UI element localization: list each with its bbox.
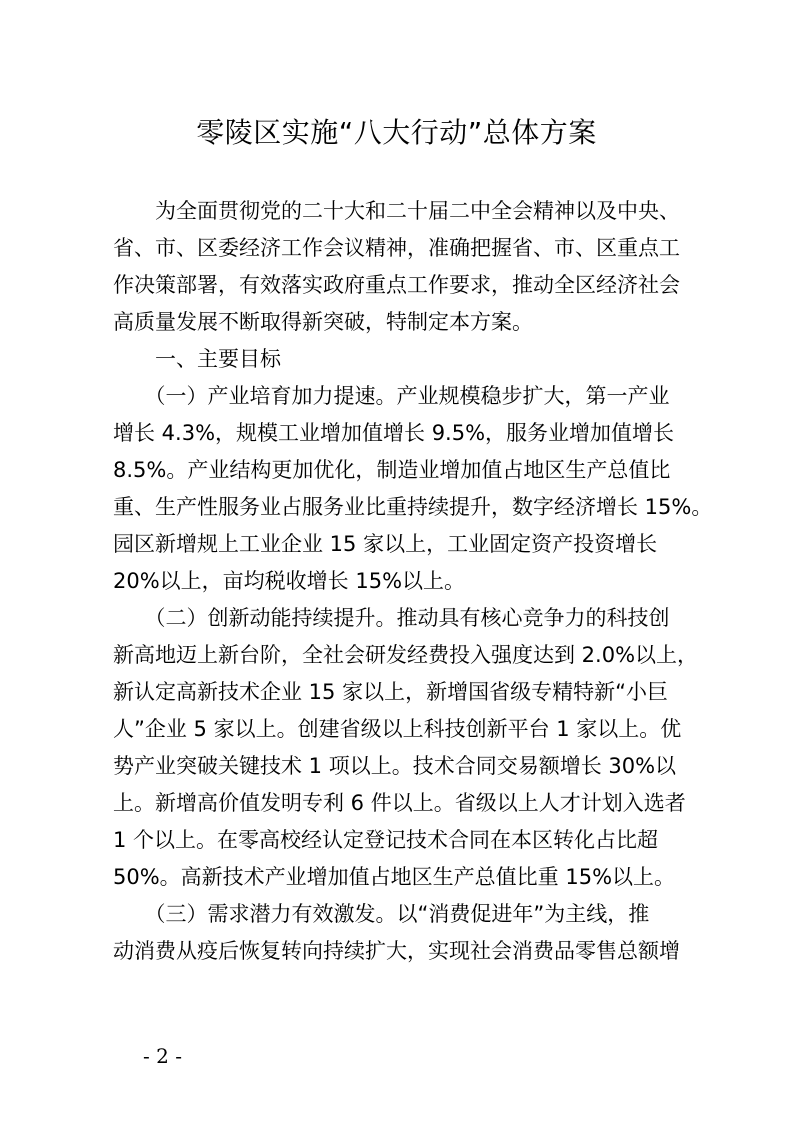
body-line: 新高地迈上新台阶，全社会研发经费投入强度达到 2.0%以上，: [113, 643, 699, 667]
body-line: 增长 4.3%，规模工业增加值增长 9.5%，服务业增加值增长: [113, 421, 675, 445]
document-title: 零陵区实施“八大行动”总体方案: [196, 116, 597, 149]
page-number: - 2 -: [143, 1044, 182, 1068]
body-line: 省、市、区委经济工作会议精神，准确把握省、市、区重点工: [113, 236, 680, 260]
body-line: （三）需求潜力有效激发。以“消费促进年”为主线，推: [113, 902, 650, 926]
body-line: （一）产业培育加力提速。产业规模稳步扩大，第一产业: [113, 384, 670, 408]
body-line: 高质量发展不断取得新突破，特制定本方案。: [113, 310, 533, 334]
body-line: 8.5%。产业结构更加优化，制造业增加值占地区生产总值比: [113, 458, 671, 482]
body-line: 势产业突破关键技术 1 项以上。技术合同交易额增长 30%以: [113, 754, 677, 778]
body-line: 50%。高新技术产业增加值占地区生产总值比重 15%以上。: [113, 865, 676, 889]
body-line: 重、生产性服务业占服务业比重持续提升，数字经济增长 15%。: [113, 495, 713, 519]
document-body: [113, 193, 713, 970]
section-heading: 一、主要目标: [113, 347, 281, 371]
body-line: 20%以上，亩均税收增长 15%以上。: [113, 569, 466, 593]
body-line: 人”企业 5 家以上。创建省级以上科技创新平台 1 家以上。优: [113, 717, 682, 741]
body-line: 新认定高新技术企业 15 家以上，新增国省级专精特新“小巨: [113, 680, 668, 704]
body-line: 上。新增高价值发明专利 6 件以上。省级以上人才计划入选者: [113, 791, 686, 815]
body-line: 为全面贯彻党的二十大和二十届二中全会精神以及中央、: [113, 199, 680, 223]
body-line: 园区新增规上工业企业 15 家以上，工业固定资产投资增长: [113, 532, 658, 556]
body-line: 1 个以上。在零高校经认定登记技术合同在本区转化占比超: [113, 828, 659, 852]
body-line: （二）创新动能持续提升。推动具有核心竞争力的科技创: [113, 606, 670, 630]
body-line: 动消费从疫后恢复转向持续扩大，实现社会消费品零售总额增: [113, 939, 680, 963]
body-line: 作决策部署，有效落实政府重点工作要求，推动全区经济社会: [113, 273, 680, 297]
